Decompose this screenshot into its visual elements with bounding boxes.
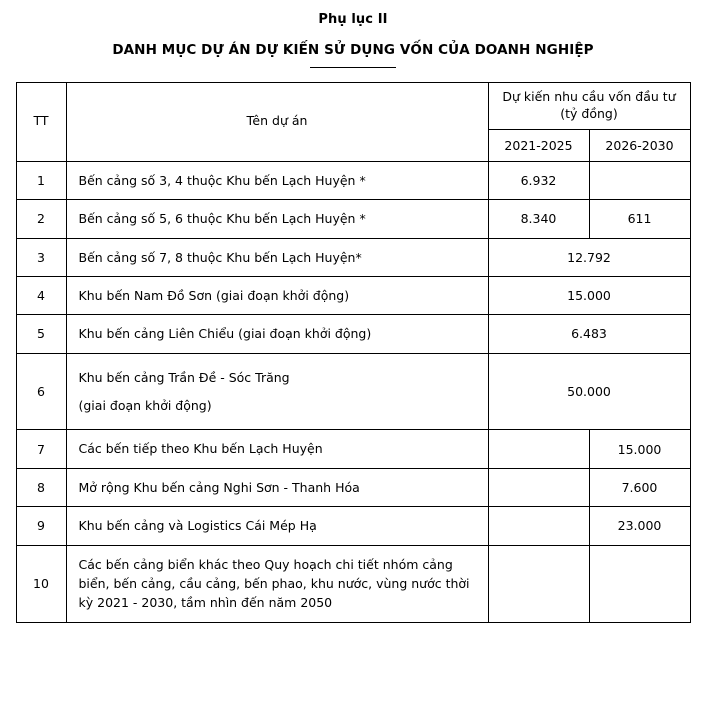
row-project-name: Khu bến cảng và Logistics Cái Mép Hạ: [66, 507, 488, 545]
table-row: [16, 200, 690, 238]
row-project-name-line2: (giai đoạn khởi động): [78, 398, 212, 413]
row-index: 4: [16, 276, 66, 314]
document-header: [0, 0, 706, 58]
row-index: 2: [16, 200, 66, 238]
row-project-name: Bến cảng số 5, 6 thuộc Khu bến Lạch Huyện *: [66, 200, 488, 238]
table-row: [16, 545, 690, 622]
row-capital-merged-value: 6.483: [488, 315, 690, 353]
row-project-name-multiline: [66, 353, 488, 430]
page-title: DANH MỤC DỰ ÁN DỰ KIẾN SỬ DỤNG VỐN CỦA DOANH NGHIỆP: [112, 42, 594, 58]
table-header-row-1: [16, 83, 690, 130]
row-period-2-value: [589, 545, 690, 622]
row-period-2-value: 23.000: [589, 507, 690, 545]
title-divider-wrapper: [0, 67, 706, 68]
row-index: 6: [16, 353, 66, 430]
row-period-1-value: [488, 468, 589, 506]
row-project-name: Khu bến Nam Đồ Sơn (giai đoạn khởi động): [66, 276, 488, 314]
row-project-name: Bến cảng số 3, 4 thuộc Khu bến Lạch Huyện *: [66, 161, 488, 199]
row-capital-merged-value: 15.000: [488, 276, 690, 314]
header-period-2: 2026-2030: [589, 129, 690, 161]
row-period-1-value: [488, 545, 589, 622]
row-period-2-value: 611: [589, 200, 690, 238]
row-period-1-value: 6.932: [488, 161, 589, 199]
table-row: [16, 276, 690, 314]
row-index: 5: [16, 315, 66, 353]
header-period-1: 2021-2025: [488, 129, 589, 161]
row-index: 10: [16, 545, 66, 622]
row-project-name-line1: Khu bến cảng Trần Đề - Sóc Trăng: [78, 369, 290, 385]
row-index: 8: [16, 468, 66, 506]
table-body: [16, 161, 690, 622]
table-row: [16, 507, 690, 545]
project-capital-table: [16, 82, 691, 623]
row-index: 7: [16, 430, 66, 468]
header-tt: TT: [16, 83, 66, 162]
table-row: [16, 430, 690, 468]
table-row: [16, 238, 690, 276]
table-row: [16, 161, 690, 199]
row-project-name: Các bến tiếp theo Khu bến Lạch Huyện: [66, 430, 488, 468]
row-period-1-value: [488, 430, 589, 468]
row-index: 3: [16, 238, 66, 276]
row-capital-merged-value: 50.000: [488, 353, 690, 430]
table-row: [16, 315, 690, 353]
table-row: [16, 353, 690, 430]
row-period-1-value: 8.340: [488, 200, 589, 238]
appendix-label: Phụ lục II: [318, 12, 388, 27]
row-period-2-value: 15.000: [589, 430, 690, 468]
table-row: [16, 468, 690, 506]
row-project-name: Khu bến cảng Liên Chiểu (giai đoạn khởi động): [66, 315, 488, 353]
row-project-name: Mở rộng Khu bến cảng Nghi Sơn - Thanh Hóa: [66, 468, 488, 506]
table-head: [16, 83, 690, 162]
row-capital-merged-value: 12.792: [488, 238, 690, 276]
header-project-name: Tên dự án: [66, 83, 488, 162]
row-index: 9: [16, 507, 66, 545]
row-project-name: Bến cảng số 7, 8 thuộc Khu bến Lạch Huyện*: [66, 238, 488, 276]
row-project-name: Các bến cảng biển khác theo Quy hoạch chi tiết nhóm cảng biển, bến cảng, cầu cảng, bến phao, khu nước, vùng nước thời kỳ 2021 - 2030, tầm nhìn đến năm 2050: [66, 545, 488, 622]
row-period-2-value: [589, 161, 690, 199]
row-period-2-value: 7.600: [589, 468, 690, 506]
row-period-1-value: [488, 507, 589, 545]
title-divider: [310, 67, 396, 68]
header-capital-group: Dự kiến nhu cầu vốn đầu tư (tỷ đồng): [488, 83, 690, 130]
row-index: 1: [16, 161, 66, 199]
